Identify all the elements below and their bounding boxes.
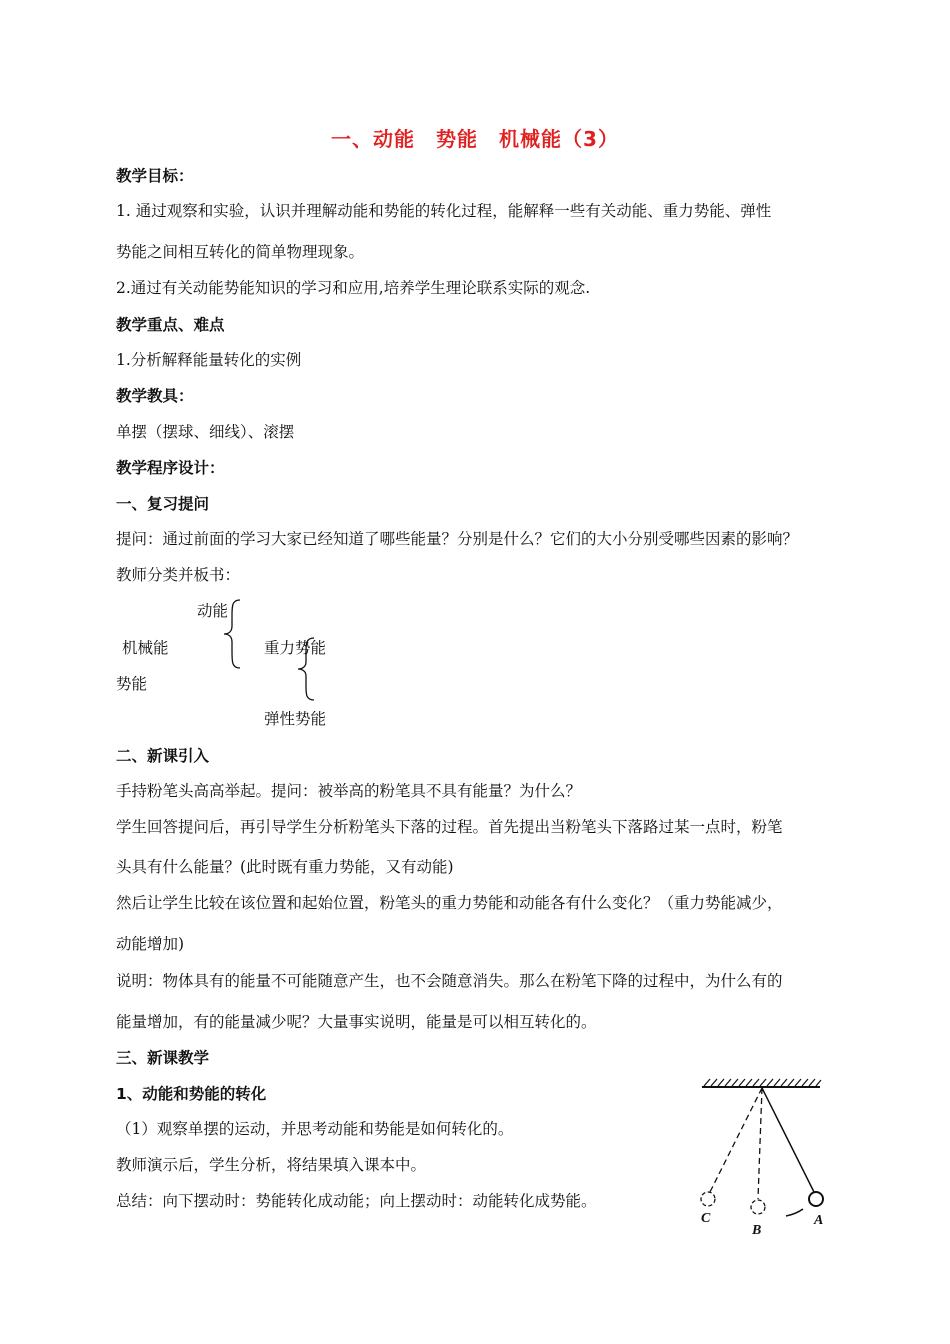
inner-brace-icon [296,636,318,702]
objective-1-line2: 势能之间相互转化的简单物理现象。 [116,243,365,261]
label-b: B [752,1223,762,1238]
sub1-p2: 教师演示后，学生分析，将结果填入课本中。 [116,1156,427,1174]
ball-c [701,1192,715,1206]
page-title: 一、动能 势能 机械能（3） [331,127,619,151]
procedure-heading: 教学程序设计： [116,459,225,477]
label-a: A [814,1213,824,1228]
ball-a [809,1192,823,1206]
objective-2: 2.通过有关动能势能知识的学习和应用,培养学生理论联系实际的观念. [116,279,591,297]
section2-p2-line1: 学生回答提问后，再引导学生分析粉笔头下落的过程。首先提出当粉笔头下落路过某一点时，粉笔 [116,818,783,836]
section2-p1: 手持粉笔头高高举起。提问：被举高的粉笔具不具有能量？为什么？ [116,782,582,800]
left-brace-icon [222,598,244,670]
section2-p3-line2: 动能增加) [116,935,185,953]
diagram-kinetic: 动能 [197,602,229,620]
diagram-mechanical: 机械能 [122,639,169,657]
ceiling-support-icon [702,1079,821,1087]
diagram-gravitational: 重力势能 [264,639,327,657]
sub1-p1: （1）观察单摆的运动，并思考动能和势能是如何转化的。 [116,1120,514,1138]
diagram-potential: 势能 [116,675,148,693]
key-point-1: 1.分析解释能量转化的实例 [116,351,302,369]
sub1-heading: 1、动能和势能的转化 [116,1085,267,1103]
section2-heading: 二、新课引入 [116,747,210,765]
key-points-heading: 教学重点、难点 [116,316,225,334]
tools-text: 单摆（摆球、细线）、滚摆 [116,423,295,441]
section3-heading: 三、新课教学 [116,1049,210,1067]
tools-heading: 教学教具： [116,387,194,405]
section1-board: 教师分类并板书： [116,566,241,584]
swing-arc [786,1209,803,1216]
section2-p4-line1: 说明：物体具有的能量不可能随意产生，也不会随意消失。那么在粉笔下降的过程中，为什么有的 [116,972,783,990]
objective-1-line1: 1. 通过观察和实验，认识并理解动能和势能的转化过程，能解释一些有关动能、重力势能、弹性 [116,202,772,220]
string-c [710,1088,762,1192]
pendulum-figure [690,1075,840,1245]
label-c: C [701,1211,711,1226]
section2-p2-line2: 头具有什么能量？(此时既有重力势能，又有动能) [116,858,454,876]
string-b [758,1088,762,1199]
sub1-p3: 总结：向下摆动时：势能转化成动能；向上摆动时：动能转化成势能。 [116,1192,597,1210]
string-a [762,1088,814,1192]
section1-heading: 一、复习提问 [116,495,210,513]
section2-p3-line1: 然后让学生比较在该位置和起始位置，粉笔头的重力势能和动能各有什么变化？（重力势能减少， [116,894,783,912]
diagram-elastic: 弹性势能 [264,710,327,728]
ball-b [751,1200,765,1214]
section2-p4-line2: 能量增加，有的能量减少呢？大量事实说明，能量是可以相互转化的。 [116,1013,597,1031]
objectives-heading: 教学目标： [116,167,194,185]
section1-question: 提问：通过前面的学习大家已经知道了哪些能量？分别是什么？它们的大小分别受哪些因素的影响？ [116,530,799,548]
